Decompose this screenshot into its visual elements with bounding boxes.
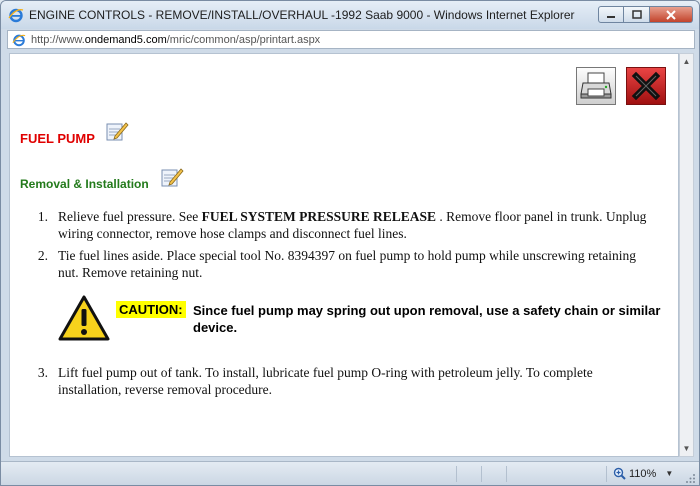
url-path: /mric/common/asp/printart.aspx bbox=[166, 33, 321, 46]
step-text: Lift fuel pump out of tank. To install, lubricate fuel pump O-ring with petroleum jelly. To complete installation, reverse removal procedure. bbox=[58, 365, 593, 397]
caution-label: CAUTION: bbox=[116, 301, 186, 318]
edit-note-icon[interactable] bbox=[105, 120, 129, 142]
step-text: Tie fuel lines aside. Place special tool No. 8394397 on fuel pump to hold pump while unscrewing retaining nut. Remove retaining nut. bbox=[58, 248, 637, 280]
step-number: 3. bbox=[37, 365, 48, 380]
status-divider bbox=[506, 466, 507, 482]
status-divider bbox=[481, 466, 482, 482]
chevron-down-icon[interactable]: ▼ bbox=[665, 469, 674, 478]
edit-note-icon[interactable] bbox=[160, 166, 184, 188]
maximize-icon bbox=[632, 10, 642, 19]
url-prefix: http://www. bbox=[31, 33, 85, 46]
window-controls bbox=[598, 6, 693, 23]
address-url bbox=[31, 34, 320, 46]
cross-reference-link: FUEL SYSTEM PRESSURE RELEASE bbox=[201, 209, 437, 224]
warning-triangle-icon bbox=[58, 295, 110, 341]
minimize-icon bbox=[606, 11, 616, 19]
step-text-part: Relieve fuel pressure. See bbox=[58, 209, 202, 224]
address-bar[interactable] bbox=[7, 30, 695, 49]
section-heading: Removal & Installation bbox=[20, 177, 149, 191]
scroll-down-arrow-icon[interactable]: ▼ bbox=[682, 444, 691, 453]
status-divider bbox=[606, 466, 607, 482]
step-text-part: . Remove floor panel in trunk. Unplug wiring connector, remove hose clamps and disconnect fuel lines. bbox=[58, 209, 647, 241]
zoom-control[interactable] bbox=[613, 467, 673, 480]
caution-text: Since fuel pump may spring out upon removal, use a safety chain or similar device. bbox=[193, 303, 661, 335]
ie-logo-icon bbox=[8, 7, 24, 23]
page-content bbox=[9, 53, 679, 457]
printer-icon bbox=[577, 68, 615, 104]
vertical-scrollbar[interactable] bbox=[679, 53, 694, 457]
step-number: 1. bbox=[37, 209, 48, 224]
maximize-button[interactable] bbox=[624, 6, 650, 23]
window-title: ENGINE CONTROLS - REMOVE/INSTALL/OVERHAUL -1992 Saab 9000 - Windows Internet Explorer bbox=[29, 8, 575, 22]
title-bar[interactable] bbox=[1, 1, 699, 29]
close-x-icon bbox=[631, 71, 661, 101]
scroll-up-arrow-icon[interactable]: ▲ bbox=[682, 57, 691, 66]
zoom-icon bbox=[613, 467, 626, 480]
resize-grip-icon[interactable] bbox=[686, 474, 696, 484]
url-domain: ondemand5.com bbox=[84, 33, 167, 46]
close-button[interactable] bbox=[650, 6, 693, 23]
status-bar bbox=[1, 461, 699, 486]
zoom-level: 110% bbox=[629, 467, 657, 480]
status-divider bbox=[456, 466, 457, 482]
step-number: 2. bbox=[37, 248, 48, 263]
minimize-button[interactable] bbox=[598, 6, 624, 23]
step-text bbox=[58, 208, 658, 242]
close-page-button[interactable] bbox=[626, 67, 666, 105]
print-button[interactable] bbox=[576, 67, 616, 105]
close-icon bbox=[666, 10, 676, 20]
page-icon bbox=[12, 33, 26, 47]
page-heading: FUEL PUMP bbox=[20, 131, 95, 146]
